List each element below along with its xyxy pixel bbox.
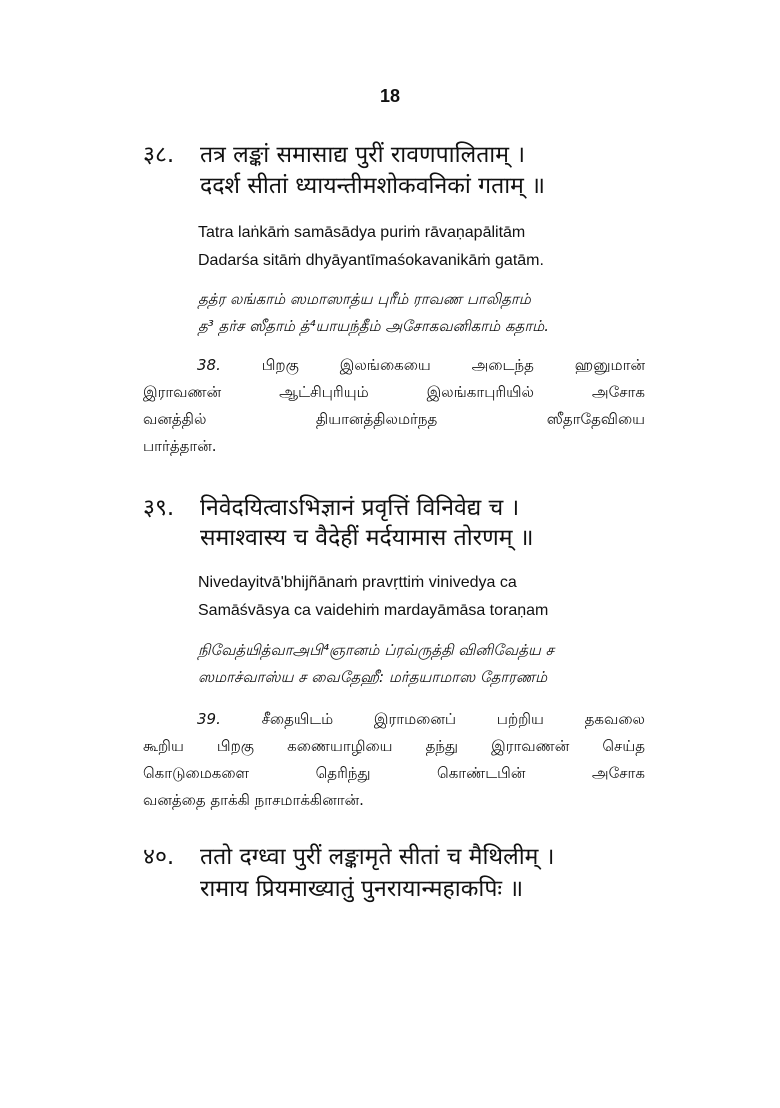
sanskrit-line: रामाय प्रियमाख्यातुं पुनरायान्महाकपिः ॥ — [200, 876, 524, 902]
transliteration-line: Dadarśa sitāṁ dhyāyantīmaśokavanikāṁ gatām. — [198, 252, 544, 269]
sanskrit-line: समाश्वास्य च वैदेहीं मर्दयामास तोरणम् ॥ — [200, 525, 534, 551]
tamil-script-line: த³ தர்ச ஸீதாம் த்⁴யாயந்தீம் அசோகவனிகாம் கதாம். — [198, 317, 549, 335]
meaning-number: 39. — [197, 710, 221, 728]
meaning-line: வனத்தில் தியானத்திலமர்நத ஸீதாதேவியை — [143, 410, 645, 428]
meaning-line: பிறகு இலங்கையை அடைந்த ஹனுமான் — [261, 356, 645, 374]
transliteration-line: Tatra laṅkāṁ samāsādya puriṁ rāvaṇapālitām — [198, 224, 526, 241]
verse-number: ४०. — [143, 844, 175, 870]
verse-number: ३८. — [143, 142, 175, 168]
sanskrit-line: ददर्श सीतां ध्यायन्तीमशोकवनिकां गताम् ॥ — [200, 173, 546, 199]
tamil-script-line: நிவேத்யித்வாஅபி⁴ஞானம் ப்ரவ்ருத்தி வினிவேத்ய ச — [198, 641, 554, 659]
meaning-line: பார்த்தான். — [143, 437, 217, 455]
tamil-meaning — [143, 352, 645, 460]
verse-number: ३९. — [143, 495, 175, 521]
sanskrit-line: निवेदयित्वाऽभिज्ञानं प्रवृत्तिं विनिवेद्य च । — [200, 495, 520, 521]
page-number: 18 — [379, 86, 401, 106]
sanskrit-line: तत्र लङ्कां समासाद्य पुरीं रावणपालिताम् । — [200, 142, 526, 168]
tamil-script-line: தத்ர லங்காம் ஸமாஸாத்ய புரீம் ராவண பாலிதாம் — [198, 290, 531, 308]
meaning-line: சீதையிடம் இராமனைப் பற்றிய தகவலை — [261, 710, 645, 728]
meaning-number: 38. — [197, 356, 221, 374]
meaning-line: கூறிய பிறகு கணையாழியை தந்து இராவணன் செய்த — [143, 737, 645, 755]
meaning-line: இராவணன் ஆட்சிபுரியும் இலங்காபுரியில் அசோக — [143, 383, 645, 401]
tamil-meaning — [143, 706, 645, 814]
transliteration-line: Samāśvāsya ca vaidehiṁ mardayāmāsa toraṇam — [198, 602, 549, 619]
sanskrit-line: ततो दग्ध्वा पुरीं लङ्कामृते सीतां च मैथिलीम् । — [200, 844, 555, 870]
meaning-line: வனத்தை தாக்கி நாசமாக்கினான். — [143, 791, 364, 809]
transliteration-line: Nivedayitvā'bhijñānaṁ pravṛttiṁ vinivedya ca — [198, 574, 517, 591]
tamil-script-line: ஸமாச்வாஸ்ய ச வைதேஹீ: மர்தயாமாஸ தோரணம் — [198, 668, 548, 686]
meaning-line: கொடுமைகளை தெரிந்து கொண்டபின் அசோக — [143, 764, 645, 782]
